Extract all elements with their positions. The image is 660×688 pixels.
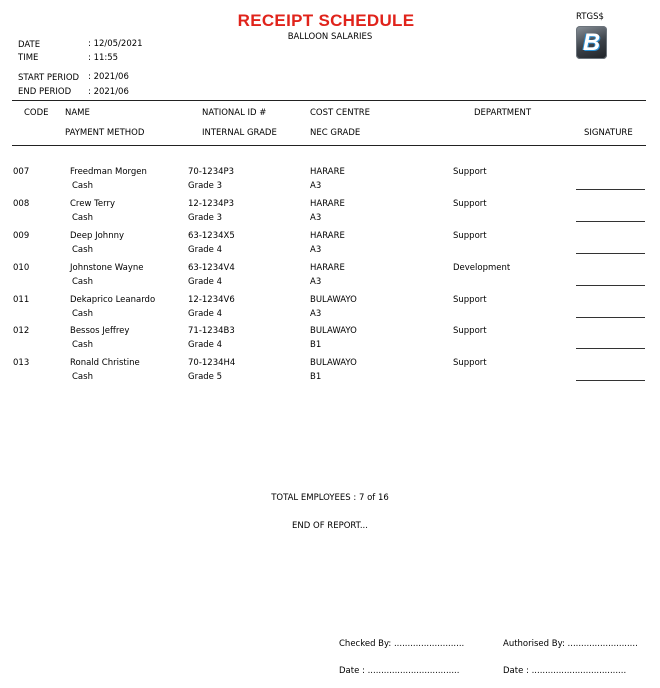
row-internal-grade: Grade 5 — [188, 372, 223, 382]
row-internal-grade: Grade 3 — [188, 181, 223, 191]
row-payment: Cash — [72, 245, 93, 255]
row-department: Support — [453, 199, 487, 209]
row-name: Bessos Jeffrey — [70, 326, 130, 336]
row-national-id: 70-1234H4 — [188, 358, 236, 368]
authorised-by: Authorised By: .......................... — [503, 639, 638, 649]
row-payment: Cash — [72, 309, 93, 319]
signature-line — [576, 317, 645, 318]
authorised-date: Date : ................................... — [503, 666, 627, 676]
row-nec-grade: B1 — [310, 340, 322, 350]
row-name: Freedman Morgen — [70, 167, 147, 177]
time-value: : 11:55 — [88, 53, 119, 63]
row-nec-grade: B1 — [310, 372, 322, 382]
row-internal-grade: Grade 3 — [188, 213, 223, 223]
signature-line — [576, 380, 645, 381]
row-national-id: 12-1234V6 — [188, 295, 235, 305]
row-payment: Cash — [72, 277, 93, 287]
checked-by: Checked By: .......................... — [339, 639, 465, 649]
row-internal-grade: Grade 4 — [188, 277, 223, 287]
row-code: 009 — [13, 231, 30, 241]
start-period-label: START PERIOD — [18, 73, 80, 83]
report-subtitle: BALLOON SALARIES — [287, 32, 373, 42]
end-of-report: END OF REPORT... — [292, 521, 368, 531]
table-row — [0, 199, 660, 225]
date-value: : 12/05/2021 — [88, 39, 143, 49]
table-row — [0, 295, 660, 321]
signature-line — [576, 221, 645, 222]
signature-line — [576, 285, 645, 286]
col-nec-grade: NEC GRADE — [310, 128, 361, 138]
row-name: Ronald Christine — [70, 358, 140, 368]
row-cost-centre: BULAWAYO — [310, 326, 357, 336]
row-name: Dekaprico Leanardo — [70, 295, 156, 305]
col-cost-centre: COST CENTRE — [310, 108, 371, 118]
row-payment: Cash — [72, 213, 93, 223]
row-national-id: 70-1234P3 — [188, 167, 235, 177]
col-internal-grade: INTERNAL GRADE — [202, 128, 277, 138]
table-row — [0, 326, 660, 352]
checked-date: Date : .................................. — [339, 666, 460, 676]
row-national-id: 63-1234X5 — [188, 231, 235, 241]
row-cost-centre: HARARE — [310, 167, 345, 177]
header-top-rule — [12, 100, 646, 101]
row-code: 012 — [13, 326, 30, 336]
row-national-id: 71-1234B3 — [188, 326, 235, 336]
row-department: Support — [453, 295, 487, 305]
signature-line — [576, 348, 645, 349]
date-label: DATE — [18, 40, 41, 50]
currency-label: RTGS$ — [576, 12, 604, 22]
row-cost-centre: BULAWAYO — [310, 295, 357, 305]
col-code: CODE — [24, 108, 49, 118]
end-period-label: END PERIOD — [18, 87, 72, 97]
row-nec-grade: A3 — [310, 277, 322, 287]
row-nec-grade: A3 — [310, 309, 322, 319]
row-code: 007 — [13, 167, 30, 177]
header-bottom-rule — [12, 145, 646, 146]
table-row — [0, 231, 660, 257]
start-period-value: : 2021/06 — [88, 72, 129, 82]
row-department: Support — [453, 326, 487, 336]
row-nec-grade: A3 — [310, 213, 322, 223]
report-title: RECEIPT SCHEDULE — [237, 11, 415, 30]
table-row — [0, 167, 660, 193]
time-label: TIME — [18, 53, 39, 63]
row-cost-centre: HARARE — [310, 263, 345, 273]
table-row — [0, 263, 660, 289]
col-payment-method: PAYMENT METHOD — [65, 128, 145, 138]
row-payment: Cash — [72, 372, 93, 382]
row-national-id: 12-1234P3 — [188, 199, 235, 209]
row-cost-centre: HARARE — [310, 231, 345, 241]
end-period-value: : 2021/06 — [88, 87, 129, 97]
row-payment: Cash — [72, 340, 93, 350]
total-employees: TOTAL EMPLOYEES : 7 of 16 — [271, 493, 389, 503]
row-code: 008 — [13, 199, 30, 209]
row-nec-grade: A3 — [310, 181, 322, 191]
row-nec-grade: A3 — [310, 245, 322, 255]
row-name: Johnstone Wayne — [70, 263, 144, 273]
row-internal-grade: Grade 4 — [188, 340, 223, 350]
row-department: Support — [453, 231, 487, 241]
app-logo-icon: B — [576, 26, 607, 59]
signature-line — [576, 253, 645, 254]
signature-line — [576, 189, 645, 190]
row-internal-grade: Grade 4 — [188, 309, 223, 319]
col-national-id: NATIONAL ID # — [202, 108, 267, 118]
row-name: Deep Johnny — [70, 231, 125, 241]
table-row — [0, 358, 660, 384]
row-department: Development — [453, 263, 511, 273]
row-code: 010 — [13, 263, 30, 273]
row-national-id: 63-1234V4 — [188, 263, 235, 273]
col-signature: SIGNATURE — [584, 128, 633, 138]
row-department: Support — [453, 167, 487, 177]
row-code: 011 — [13, 295, 30, 305]
row-department: Support — [453, 358, 487, 368]
row-payment: Cash — [72, 181, 93, 191]
col-department: DEPARTMENT — [474, 108, 532, 118]
row-cost-centre: BULAWAYO — [310, 358, 357, 368]
row-name: Crew Terry — [70, 199, 115, 209]
col-name: NAME — [65, 108, 90, 118]
row-code: 013 — [13, 358, 30, 368]
row-internal-grade: Grade 4 — [188, 245, 223, 255]
row-cost-centre: HARARE — [310, 199, 345, 209]
